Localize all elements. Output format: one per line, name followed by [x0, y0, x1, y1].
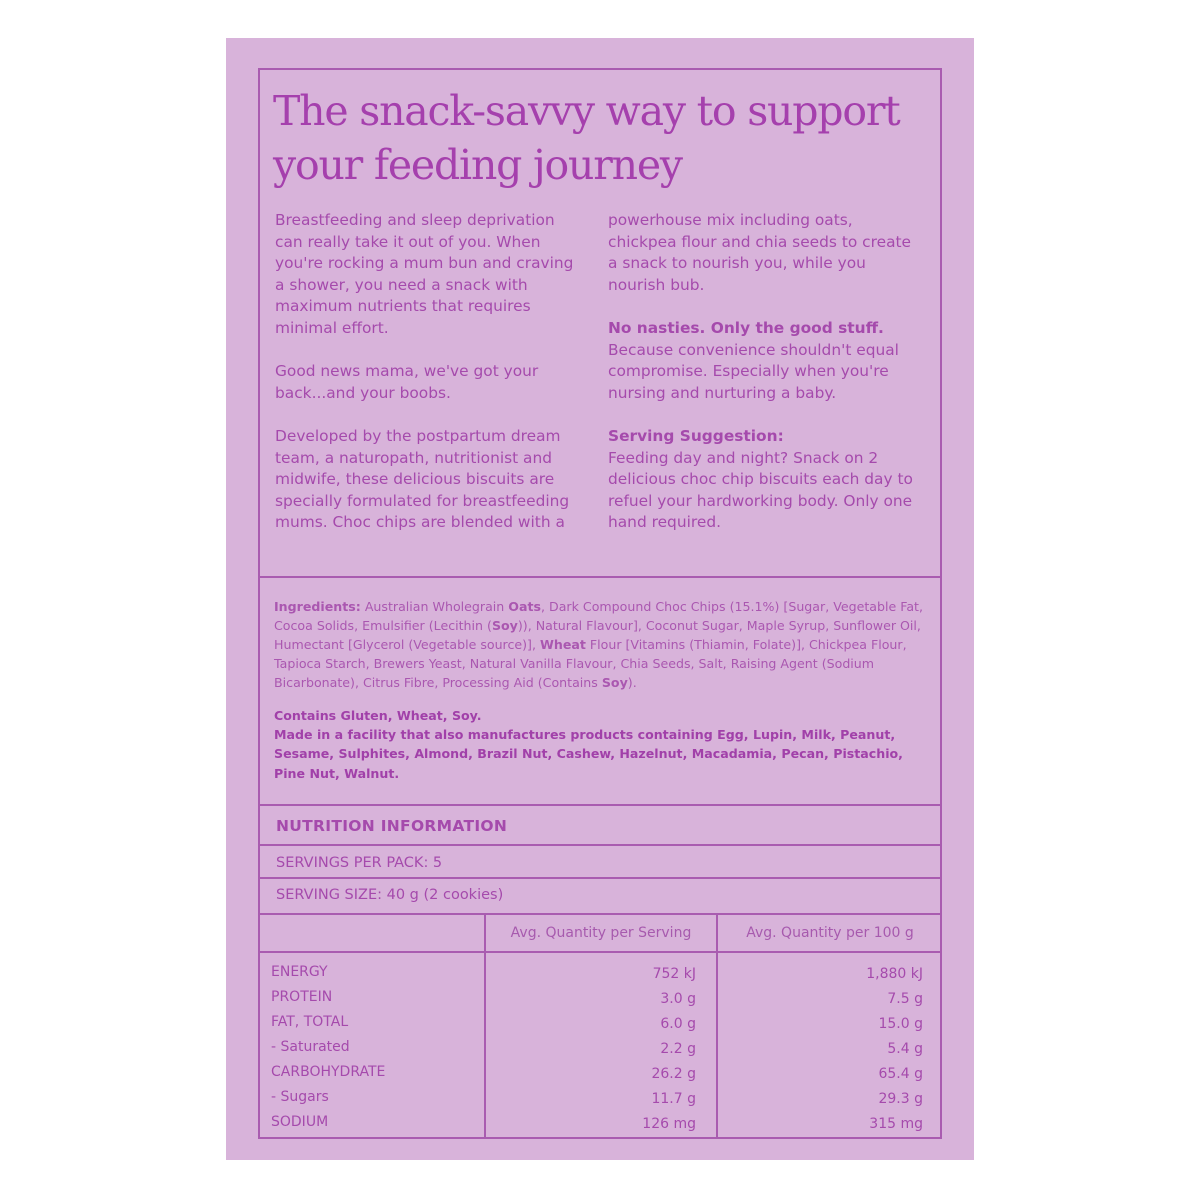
nutrient-labels — [271, 960, 385, 1135]
ingredients-label: Ingredients: — [274, 599, 361, 614]
right-column — [608, 210, 923, 556]
no-nasties-heading: No nasties. Only the good stuff. — [608, 318, 884, 337]
left-column — [275, 210, 575, 556]
headline: The snack-savvy way to support your feeding journey — [273, 87, 900, 189]
ingredients-bold: Oats — [508, 599, 542, 614]
powerhouse-paragraph: powerhouse mix including oats, chickpea flour and chia seeds to create a snack to nourish you, while you nourish bub. — [608, 211, 912, 294]
nutrient-per100-value: 15.0 g — [878, 1016, 923, 1032]
intro-paragraph: Breastfeeding and sleep deprivation can really take it out of you. When you're rocking a mum bun and craving a shower, you need a snack with maximum nutrients that requires minimal effort. — [275, 211, 574, 337]
nutrient-per100-value: 1,880 kJ — [866, 966, 923, 982]
ingredients-text: Australian Wholegrain — [360, 599, 509, 614]
nutrient-label: FAT, TOTAL — [271, 1014, 349, 1030]
ingredients-text: )), Natural Flavour], Coconut Sugar, Maple Syrup, Sunflower Oil, Humectant [Glycerol (Vegetable source)], — [274, 618, 921, 652]
allergen-facility: Made in a facility that also manufactures products containing Egg, Lupin, Milk, Peanut, Sesame, Sulphites, Almond, Brazil Nut, Cashew, Hazelnut, Macadamia, Pecan, Pistachio, Pine Nut, Walnut. — [274, 727, 903, 781]
good-news-paragraph: Good news mama, we've got your back...and your boobs. — [275, 362, 539, 402]
ingredients-block — [274, 597, 929, 692]
ingredients-text: ). — [627, 675, 637, 690]
nutrient-label: SODIUM — [271, 1114, 329, 1130]
nutrient-serving-value: 2.2 g — [660, 1041, 696, 1057]
nutrient-label: PROTEIN — [271, 989, 333, 1005]
allergen-block — [274, 706, 929, 783]
nutrient-serving-value: 26.2 g — [651, 1066, 696, 1082]
nutrient-per100-value: 5.4 g — [887, 1041, 923, 1057]
nutrient-per100-value: 315 mg — [869, 1116, 923, 1132]
nutrient-label: - Sugars — [271, 1089, 329, 1105]
nutrient-serving-value: 6.0 g — [660, 1016, 696, 1032]
nutrient-label: ENERGY — [271, 964, 328, 980]
table-col-divider-1 — [484, 913, 486, 1139]
header-per-serving: Avg. Quantity per Serving — [510, 925, 692, 941]
divider-table-body — [258, 951, 942, 953]
ingredients-bold: Soy — [601, 675, 628, 690]
nutrition-heading: NUTRITION INFORMATION — [276, 817, 508, 835]
nutrient-label: CARBOHYDRATE — [271, 1064, 386, 1080]
nutrient-serving-value: 126 mg — [642, 1116, 696, 1132]
developed-paragraph: Developed by the postpartum dream team, a naturopath, nutritionist and midwife, these delicious biscuits are specially formulated for breastfeeding mums. Choc chips are blended with a — [275, 426, 570, 532]
no-nasties-text: Because convenience shouldn't equal compromise. Especially when you're nursing and nurturing a baby. — [608, 340, 899, 402]
divider-table-head — [258, 913, 942, 915]
ingredients-bold: Wheat — [539, 637, 586, 652]
nutrient-serving-value: 752 kJ — [652, 966, 696, 982]
servings-per-pack: SERVINGS PER PACK: 5 — [276, 855, 443, 871]
divider-servings — [258, 844, 942, 846]
no-nasties-section — [608, 318, 923, 404]
header-per-100g: Avg. Quantity per 100 g — [746, 925, 914, 941]
nutrient-per100-value: 29.3 g — [878, 1091, 923, 1107]
serving-suggestion-text: Feeding day and night? Snack on 2 delicious choc chip biscuits each day to refuel your hardworking body. Only one hand required. — [608, 448, 913, 532]
divider-nutrition — [258, 804, 942, 806]
nutrient-per100-value: 65.4 g — [878, 1066, 923, 1082]
allergen-contains: Contains Gluten, Wheat, Soy. — [274, 708, 482, 723]
nutrient-serving-value: 11.7 g — [651, 1091, 696, 1107]
serving-suggestion-heading: Serving Suggestion: — [608, 426, 784, 445]
divider-ingredients — [258, 576, 942, 578]
ingredients-text: Flour [Vitamins (Thiamin, Folate)], Chickpea Flour, Tapioca Starch, Brewers Yeast, Natural Vanilla Flavour, Chia Seeds, Salt, Raising Agent (Sodium Bicarbonate), Citrus Fibre, Processing Aid (Contains — [274, 637, 907, 690]
nutrient-label: - Saturated — [271, 1039, 350, 1055]
divider-serving-size — [258, 877, 942, 879]
nutrient-per100-value: 7.5 g — [887, 991, 923, 1007]
nutrient-values-serving — [490, 962, 696, 1137]
serving-size: SERVING SIZE: 40 g (2 cookies) — [276, 887, 504, 903]
table-col-divider-2 — [716, 913, 718, 1139]
serving-suggestion-section — [608, 426, 923, 534]
ingredients-bold: Soy — [491, 618, 518, 633]
nutrient-serving-value: 3.0 g — [660, 991, 696, 1007]
nutrient-values-100g — [720, 962, 923, 1137]
ingredients-text: , Dark Compound Choc Chips (15.1%) [Sugar, Vegetable Fat, Cocoa Solids, Emulsifier (Lecithin ( — [274, 599, 923, 633]
